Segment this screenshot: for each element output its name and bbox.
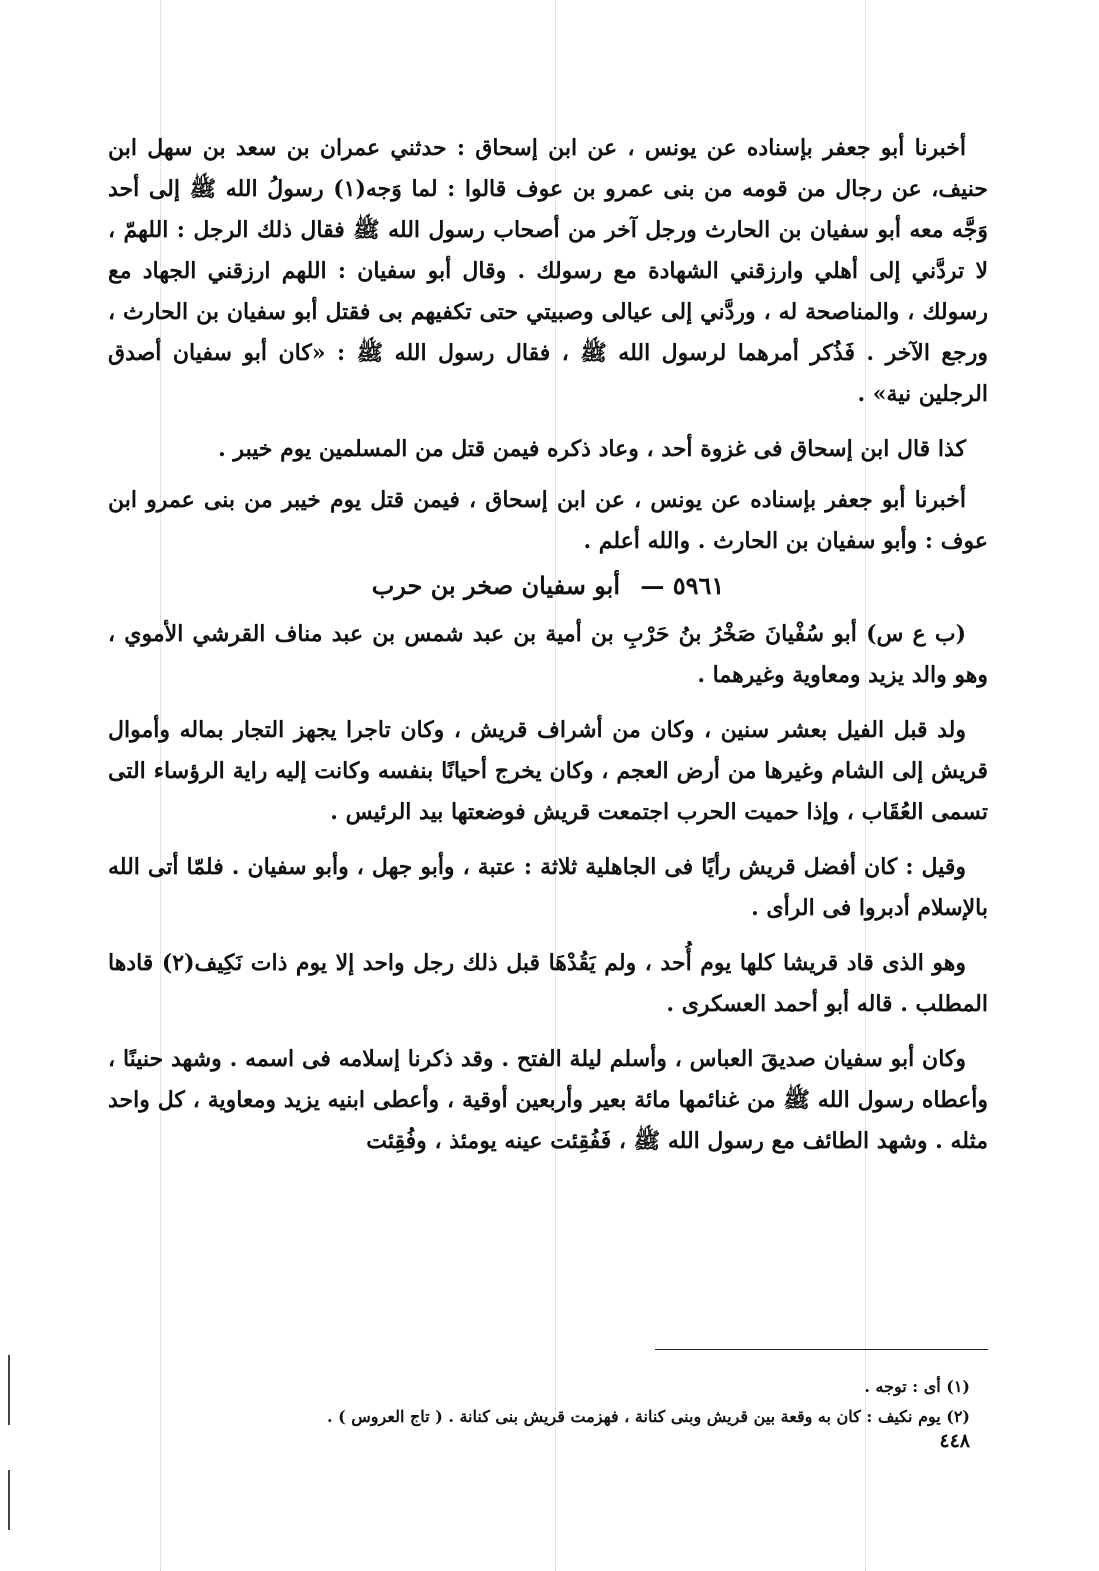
- entry-title: أبو سفيان صخر بن حرب: [371, 571, 621, 600]
- entry-heading: [108, 566, 988, 606]
- footnotes: [140, 1372, 970, 1432]
- paragraph-entry-opinion: وقيل : كان أفضل قريش رأيًا فى الجاهلية ثلاثة : عتبة ، وأبو جهل ، وأبو سفيان . فلمّا أتى الله بالإسلام أدبروا فى الرأى .: [108, 854, 988, 921]
- main-text: [108, 128, 988, 1162]
- paragraph-ibn-ishaq-note: كذا قال ابن إسحاق فى غزوة أحد ، وعاد ذكره فيمن قتل من المسلمين يوم خيبر .: [218, 436, 966, 462]
- paragraph-entry-intro: (ب ع س) أبو سُفْيانَ صَخْرُ بنُ حَرْبِ بن أمية بن عبد شمس بن عبد مناف القرشي الأموي ، وهو والد يزيد ومعاوية وغيرهما .: [108, 621, 988, 688]
- paragraph-second-narration: أخبرنا أبو جعفر بإسناده عن يونس ، عن ابن إسحاق ، فيمن قتل يوم خيبر من بنى عمرو ابن عوف : وأبو سفيان بن الحارث . والله أعلم .: [108, 487, 988, 554]
- page-number: ٤٤٨: [939, 1430, 970, 1452]
- footnote-2: (٢) يوم نكيف : كان به وقعة بين قريش وبنى كنانة ، فهزمت قريش بنى كنانة . ( تاج العروس ) .: [326, 1407, 970, 1426]
- paragraph-entry-islam: وكان أبو سفيان صديقَ العباس ، وأسلم ليلة الفتح . وقد ذكرنا إسلامه فى اسمه . وشهد حنينًا ، وأعطاه رسول الله ﷺ من غنائمها مائة بعير وأربعين أوقية ، وأعطى ابنيه يزيد ومعاوية ، كل واحد مثله . وشهد الطائف مع رسول الله ﷺ ، فَفُقِئت عينه يومئذ ، وفُقِئت: [108, 1046, 988, 1154]
- footnote-divider: [655, 1349, 988, 1350]
- scan-edge-mark: [8, 1470, 10, 1530]
- paragraph-entry-uhud: وهو الذى قاد قريشا كلها يوم أُحد ، ولم يَقُدْهَا قبل ذلك رجل واحد إلا يوم ذات نَكِيف(٢) قادها المطلب . قاله أبو أحمد العسكرى .: [108, 950, 988, 1017]
- paragraph-entry-birth: ولد قبل الفيل بعشر سنين ، وكان من أشراف قريش ، وكان تاجرا يجهز التجار بماله وأموال قريش إلى الشام وغيرها من أرض العجم ، وكان يخرج أحيانًا بنفسه وكانت إليه راية الرؤساء التى تسمى العُقَاب ، وإذا حميت الحرب اجتمعت قريش فوضعتها بيد الرئيس .: [108, 717, 988, 825]
- paragraph-hadith-narration: أخبرنا أبو جعفر بإسناده عن يونس ، عن ابن إسحاق : حدثني عمران بن سعد بن سهل ابن حنيف، عن رجال من قومه من بنى عمرو بن عوف قالوا : لما وَجه(١) رسولُ الله ﷺ إلى أحد وَجَّه معه أبو سفيان بن الحارث ورجل آخر من أصحاب رسول الله ﷺ فقال ذلك الرجل : اللهمّ ، لا تردَّني إلى أهلي وارزقني الشهادة مع رسولك . وقال أبو سفيان : اللهم ارزقني الجهاد مع رسولك ، والمناصحة له ، وردَّني إلى عيالى وصبيتي حتى تكفيهم بى فقتل أبو سفيان بن الحارث ، ورجع الآخر . فَذُكر أمرهما لرسول الله ﷺ ، فقال رسول الله ﷺ : «كان أبو سفيان أصدق الرجلين نية» .: [108, 135, 988, 407]
- entry-number: ٥٩٦١ —: [640, 571, 725, 600]
- footnote-1: (١) أى : توجه .: [864, 1377, 970, 1396]
- scan-edge-mark: [8, 1355, 10, 1425]
